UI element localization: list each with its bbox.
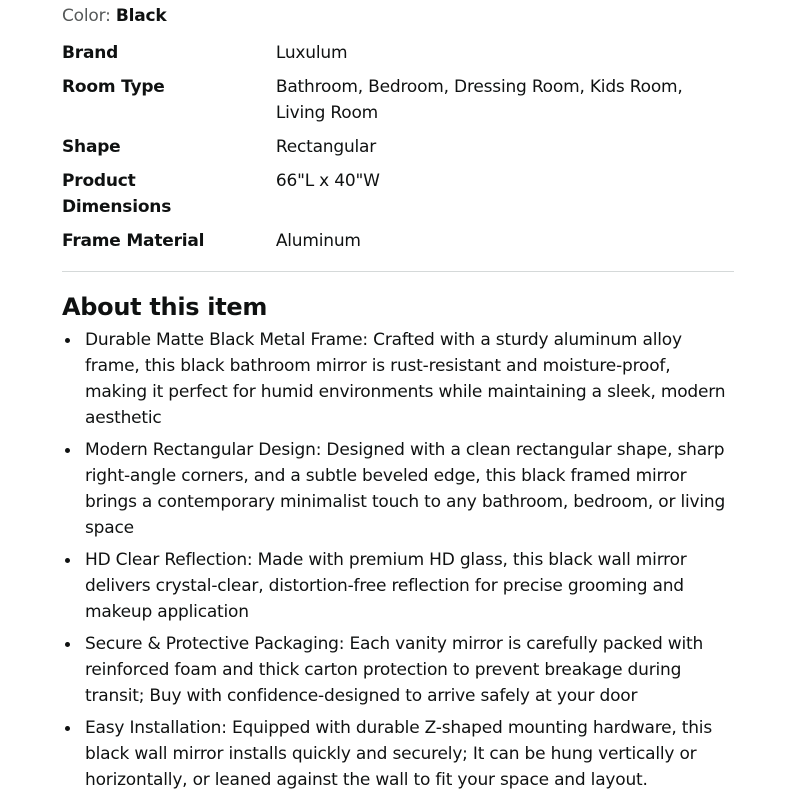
spec-value: 66"L x 40"W bbox=[275, 171, 380, 191]
feature-bullet-text: Durable Matte Black Metal Frame: Crafted with a sturdy aluminum alloy frame, this black bathroom mirror is rust-resistant and moisture-proof, making it perfect for humid environments while maintaining a sleek, modern aesthetic bbox=[85, 330, 726, 428]
bullet-dot-icon bbox=[65, 448, 70, 453]
spec-row-brand bbox=[62, 40, 734, 74]
feature-bullet bbox=[62, 327, 737, 431]
spec-row-shape bbox=[62, 134, 734, 168]
spec-value: Rectangular bbox=[275, 137, 377, 157]
feature-bullet bbox=[62, 437, 737, 541]
spec-key: Shape bbox=[62, 137, 121, 157]
feature-bullet bbox=[62, 631, 737, 709]
color-value: Black bbox=[115, 6, 167, 26]
spec-key: Room Type bbox=[62, 77, 165, 97]
spec-value: Luxulum bbox=[275, 43, 348, 63]
spec-row-product-dimensions bbox=[62, 168, 734, 228]
feature-bullet-text: Easy Installation: Equipped with durable Z-shaped mounting hardware, this black wall mirror installs quickly and securely; It can be hung vertically or horizontally, or leaned against the wall to fit your space and layout. bbox=[85, 718, 712, 790]
bullet-dot-icon bbox=[65, 726, 70, 731]
product-details bbox=[62, 0, 734, 799]
spec-value: Bathroom, Bedroom, Dressing Room, Kids Room, Living Room bbox=[275, 77, 683, 123]
spec-row-room-type bbox=[62, 74, 734, 134]
about-this-item-heading: About this item bbox=[62, 293, 268, 321]
feature-bullet bbox=[62, 715, 737, 793]
spec-row-frame-material bbox=[62, 228, 734, 262]
feature-bullet-text: Modern Rectangular Design: Designed with a clean rectangular shape, sharp right-angle corners, and a subtle beveled edge, this black framed mirror brings a contemporary minimalist touch to any bathroom, bedroom, or living space bbox=[85, 440, 726, 538]
spec-key: Product Dimensions bbox=[62, 171, 172, 217]
feature-bullet-text: Secure & Protective Packaging: Each vanity mirror is carefully packed with reinforced foam and thick carton protection to prevent breakage during transit; Buy with confidence-designed to arrive safely at your door bbox=[85, 634, 704, 706]
spec-key: Frame Material bbox=[62, 231, 205, 251]
color-label: Color: bbox=[62, 6, 111, 26]
spec-value: Aluminum bbox=[275, 231, 361, 251]
bullet-dot-icon bbox=[65, 642, 70, 647]
feature-bullet-text: HD Clear Reflection: Made with premium HD glass, this black wall mirror delivers crystal-clear, distortion-free reflection for precise grooming and makeup application bbox=[85, 550, 687, 622]
section-divider bbox=[62, 271, 734, 272]
color-selection bbox=[62, 5, 734, 27]
bullet-dot-icon bbox=[65, 558, 70, 563]
feature-bullet-list bbox=[62, 327, 734, 793]
feature-bullet bbox=[62, 547, 737, 625]
bullet-dot-icon bbox=[65, 338, 70, 343]
product-specs-table bbox=[62, 40, 734, 262]
spec-key: Brand bbox=[62, 43, 119, 63]
